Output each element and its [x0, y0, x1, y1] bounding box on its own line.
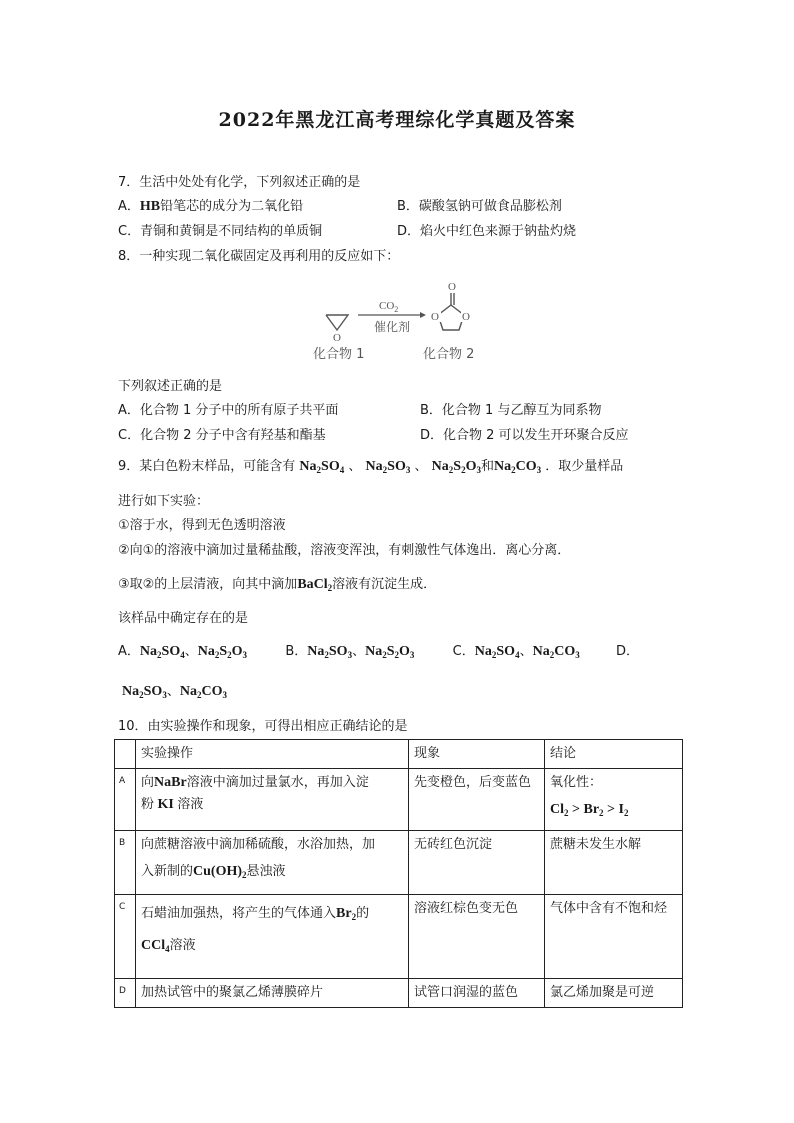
- reagent-co2: $CO_2$: [379, 300, 399, 314]
- q9-line2: 进行如下实验：: [118, 494, 210, 509]
- catalyst-label: 催化剂: [374, 320, 411, 334]
- epoxide-ring: [326, 315, 348, 330]
- row-label: B: [115, 831, 136, 895]
- row-conclusion: 氯乙烯加聚是可逆: [545, 979, 683, 1008]
- q9-option-b: B．$Na_2SO_3$、$Na_2S_2O_3$: [285, 644, 415, 660]
- table-row: [115, 979, 683, 1008]
- header-operation: 实验操作: [136, 740, 409, 769]
- q10-table: [114, 739, 683, 1008]
- row-operation: 加热试管中的聚氯乙烯薄膜碎片: [136, 979, 409, 1008]
- q9-stem: 9．某白色粉末样品，可能含有 $Na_2SO_4$ 、 $Na_2SO_3$ 、 $Na_2S_2O_3$和$Na_2CO_3$ ．取少量样品: [118, 459, 624, 475]
- q9-option-d: $Na_2SO_3$、$Na_2CO_3$: [122, 684, 227, 700]
- q8-option-b: B．化合物 1 与乙醇互为同系物: [420, 403, 602, 418]
- row-conclusion: 气体中含有不饱和烃: [545, 895, 683, 979]
- header-phenomenon: 现象: [409, 740, 545, 769]
- q8-option-c: C．化合物 2 分子中含有羟基和酯基: [118, 428, 326, 443]
- ring-oxygen-left: O: [431, 311, 439, 323]
- header-conclusion: 结论: [545, 740, 683, 769]
- ring-oxygen-right: O: [462, 311, 470, 323]
- row-conclusion: 氧化性： $Cl_2 > Br_2 > I_2$: [545, 769, 683, 831]
- q9-step3: ③取②的上层清液，向其中滴加BaCl$_2$溶液有沉淀生成．: [118, 577, 437, 593]
- row-phenomenon: 无砖红色沉淀: [409, 831, 545, 895]
- q8-prompt: 下列叙述正确的是: [118, 379, 223, 394]
- carbonate-ring: [438, 305, 464, 330]
- row-label: D: [115, 979, 136, 1008]
- row-operation: 向蔗糖溶液中滴加稀硫酸，水浴加热，加 入新制的$Cu(OH)_2$悬浊液: [136, 831, 409, 895]
- page-title: 2022年黑龙江高考理综化学真题及答案: [218, 109, 576, 131]
- row-operation: 向NaBr溶液中滴加过量氯水，再加入淀 粉 KI 溶液: [136, 769, 409, 831]
- arrow-head: [420, 312, 426, 318]
- q7-option-d: D．焰火中红色来源于钠盐灼烧: [397, 224, 577, 239]
- q9-options: [118, 643, 639, 661]
- epoxide-oxygen: O: [333, 332, 341, 344]
- q8-option-d: D．化合物 2 可以发生开环聚合反应: [420, 428, 629, 443]
- compound1-label: 化合物 1: [313, 347, 365, 362]
- q9-step1: ①溶于水，得到无色透明溶液: [118, 518, 286, 533]
- reaction-diagram: [300, 272, 500, 367]
- q7-option-a: A．HB铅笔芯的成分为二氧化铅: [118, 199, 304, 214]
- q8-stem: 8．一种实现二氧化碳固定及再利用的反应如下：: [118, 249, 400, 264]
- q9-option-c: C．$Na_2SO_4$、$Na_2CO_3$: [452, 644, 580, 660]
- q7-option-c: C．青铜和黄铜是不同结构的单质铜: [118, 224, 323, 239]
- compound2-label: 化合物 2: [423, 347, 475, 362]
- row-phenomenon: 溶液红棕色变无色: [409, 895, 545, 979]
- q7-option-b: B．碳酸氢钠可做食品膨松剂: [397, 199, 562, 214]
- q9-option-a: A．$Na_2SO_4$、$Na_2S_2O_3$: [118, 644, 248, 660]
- q9-option-d-label: D．: [615, 644, 639, 659]
- table-row: [115, 831, 683, 895]
- carbonyl-oxygen: O: [448, 281, 456, 293]
- row-phenomenon: 先变橙色，后变蓝色: [409, 769, 545, 831]
- q8-option-a: A．化合物 1 分子中的所有原子共平面: [118, 403, 339, 418]
- q9-step2: ②向①的溶液中滴加过量稀盐酸，溶液变浑浊，有刺激性气体逸出．离心分离．: [118, 543, 571, 558]
- row-operation: 石蜡油加强热，将产生的气体通入$Br_2$的 CCl$_4$溶液: [136, 895, 409, 979]
- row-label: C: [115, 895, 136, 979]
- q10-stem: 10．由实验操作和现象，可得出相应正确结论的是: [118, 719, 408, 734]
- q7-stem: 7．生活中处处有化学，下列叙述正确的是: [118, 175, 361, 190]
- table-row: [115, 769, 683, 831]
- row-phenomenon: 试管口润湿的蓝色: [409, 979, 545, 1008]
- table-header-row: [115, 740, 683, 769]
- q9-prompt: 该样品中确定存在的是: [118, 611, 249, 626]
- table-row: [115, 895, 683, 979]
- row-conclusion: 蔗糖未发生水解: [545, 831, 683, 895]
- row-label: A: [115, 769, 136, 831]
